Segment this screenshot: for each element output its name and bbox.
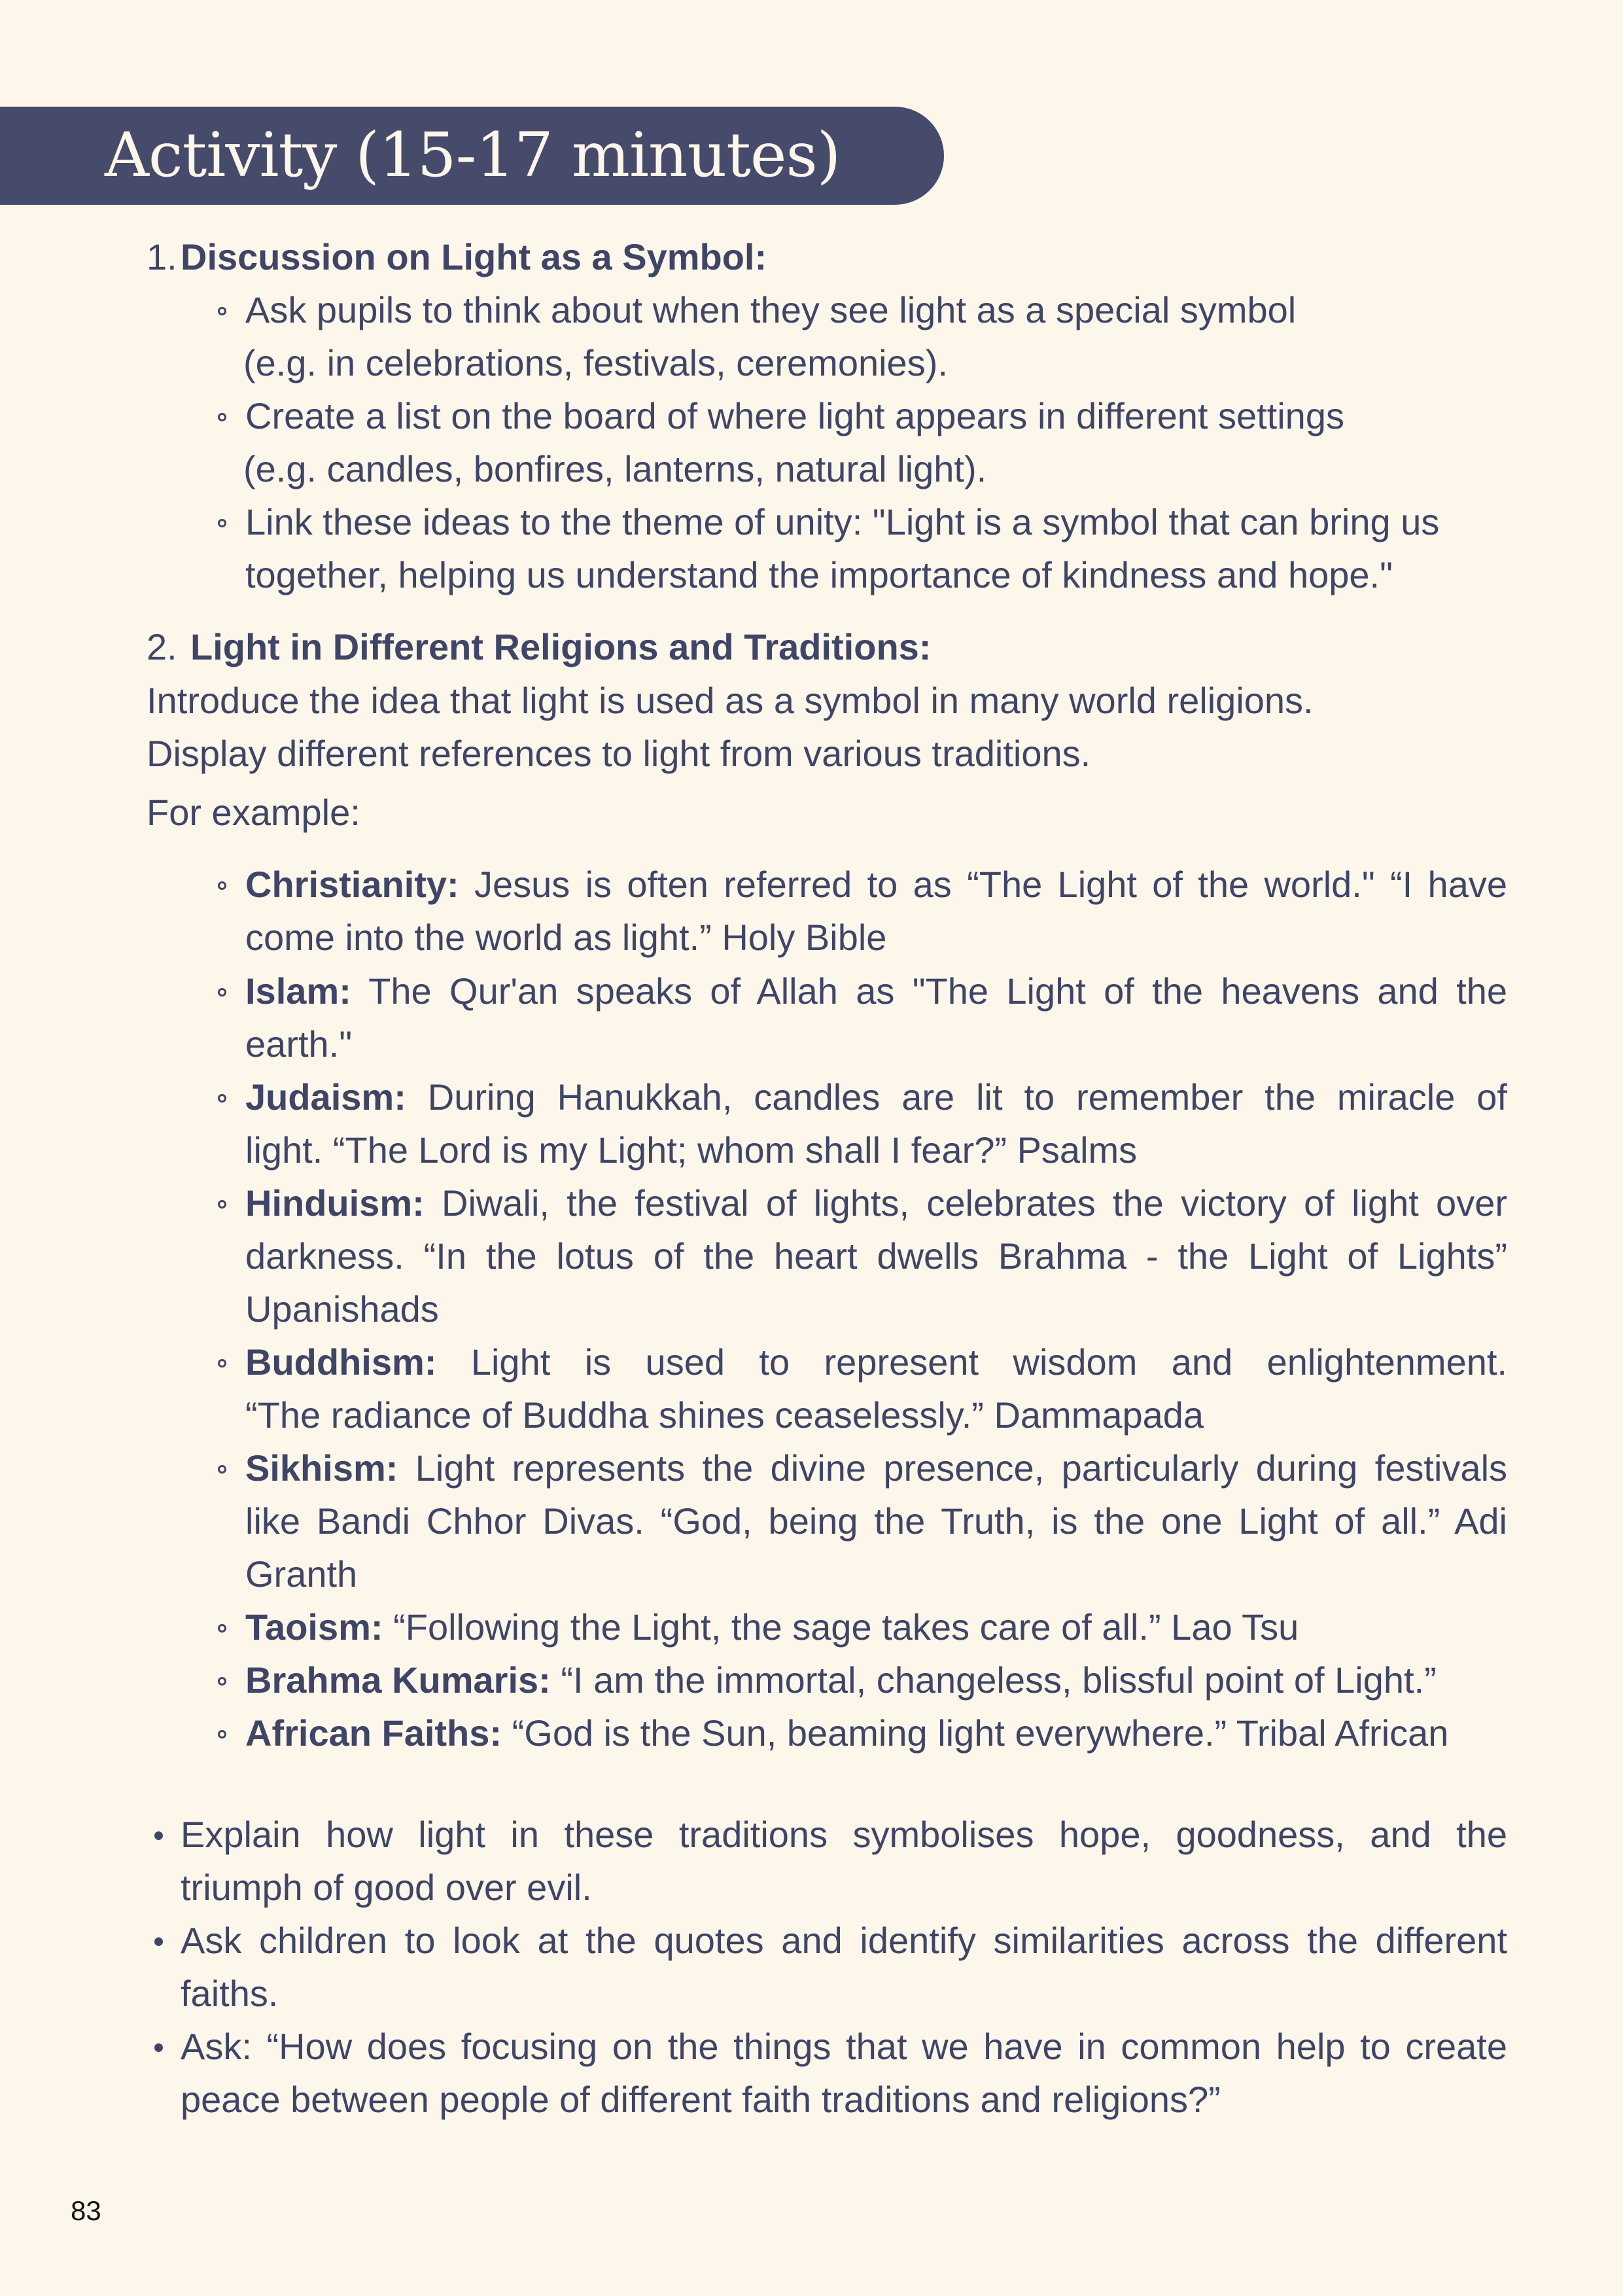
tradition-islam: Islam: The Qur'an speaks of Allah as "The Light of the heavens and the	[245, 970, 1508, 1012]
bullet3-line2: peace between people of different faith traditions and religions?”	[181, 2079, 1221, 2120]
bullet1-line2: triumph of good over evil.	[181, 1867, 592, 1908]
bullet-dot-icon	[154, 2043, 163, 2052]
section1-heading: Discussion on Light as a Symbol:	[181, 236, 767, 277]
hollow-bullet-icon	[218, 1730, 226, 1739]
hollow-bullet-icon	[218, 1624, 226, 1633]
hollow-bullet-icon	[218, 519, 226, 527]
section-title-banner	[0, 107, 944, 205]
s1-item1-line2: (e.g. in celebrations, festivals, ceremonies).	[243, 342, 948, 383]
tradition-buddhism: Buddhism: Light is used to represent wisdom and enlightenment.	[245, 1341, 1507, 1383]
s1-item3-line1: Link these ideas to the theme of unity: "Light is a symbol that can bring us	[245, 501, 1440, 542]
section2-intro1: Introduce the idea that light is used as a symbol in many world religions.	[147, 680, 1314, 721]
page-number: 83	[71, 2195, 101, 2226]
section1-number: 1.	[147, 236, 177, 277]
bullet-dot-icon	[154, 1831, 163, 1840]
bullet1-line1: Explain how light in these traditions symbolises hope, goodness, and the	[181, 1814, 1507, 1855]
tradition-christianity: Christianity: Jesus is often referred to as “The Light of the world." “I have	[245, 864, 1507, 905]
tradition-brahma-kumaris: Brahma Kumaris: “I am the immortal, changeless, blissful point of Light.”	[245, 1659, 1437, 1701]
hollow-bullet-icon	[218, 307, 226, 315]
tradition-buddhism-line2: “The radiance of Buddha shines ceaselessly.” Dammapada	[245, 1394, 1204, 1436]
s1-item2-line1: Create a list on the board of where light appears in different settings	[245, 395, 1344, 436]
hollow-bullet-icon	[218, 1465, 226, 1474]
hollow-bullet-icon	[218, 1200, 226, 1209]
hollow-bullet-icon	[218, 413, 226, 421]
bullet2-line1: Ask children to look at the quotes and identify similarities across the different	[181, 1920, 1507, 1961]
tradition-sikhism-line2: like Bandi Chhor Divas. “God, being the Truth, is the one Light of all.” Adi	[245, 1500, 1507, 1542]
bullet2-line2: faiths.	[181, 1973, 279, 2014]
hollow-bullet-icon	[218, 988, 226, 997]
bullet3-line1: Ask: “How does focusing on the things that we have in common help to create	[181, 2026, 1507, 2067]
s1-item1-line1: Ask pupils to think about when they see light as a special symbol	[245, 289, 1297, 330]
tradition-hinduism: Hinduism: Diwali, the festival of lights, celebrates the victory of light over	[245, 1182, 1507, 1224]
s1-item3-line2: together, helping us understand the importance of kindness and hope."	[245, 554, 1393, 595]
tradition-sikhism: Sikhism: Light represents the divine presence, particularly during festivals	[245, 1447, 1508, 1489]
section2-intro3: For example:	[147, 792, 360, 833]
bullet-dot-icon	[154, 1937, 163, 1946]
tradition-hinduism-line3: Upanishads	[245, 1288, 439, 1330]
hollow-bullet-icon	[218, 1677, 226, 1686]
hollow-bullet-icon	[218, 881, 226, 890]
tradition-judaism: Judaism: During Hanukkah, candles are lit to remember the miracle of	[245, 1076, 1507, 1118]
section-title: Activity (15-17 minutes)	[105, 120, 841, 191]
tradition-christianity-line2: come into the world as light.” Holy Bible	[245, 917, 887, 958]
tradition-taoism: Taoism: “Following the Light, the sage takes care of all.” Lao Tsu	[245, 1606, 1299, 1648]
section2-number: 2.	[147, 626, 177, 667]
tradition-islam-line2: earth."	[245, 1023, 353, 1065]
tradition-judaism-line2: light. “The Lord is my Light; whom shall I fear?” Psalms	[245, 1129, 1138, 1171]
hollow-bullet-icon	[218, 1094, 226, 1103]
section2-heading: Light in Different Religions and Traditions:	[190, 626, 932, 667]
hollow-bullet-icon	[218, 1359, 226, 1368]
tradition-sikhism-line3: Granth	[245, 1553, 358, 1595]
tradition-hinduism-line2: darkness. “In the lotus of the heart dwells Brahma - the Light of Lights”	[245, 1235, 1507, 1277]
tradition-african-faiths: African Faiths: “God is the Sun, beaming light everywhere.” Tribal African	[245, 1712, 1449, 1754]
section2-intro2: Display different references to light from various traditions.	[147, 733, 1091, 774]
s1-item2-line2: (e.g. candles, bonfires, lanterns, natural light).	[243, 448, 987, 489]
